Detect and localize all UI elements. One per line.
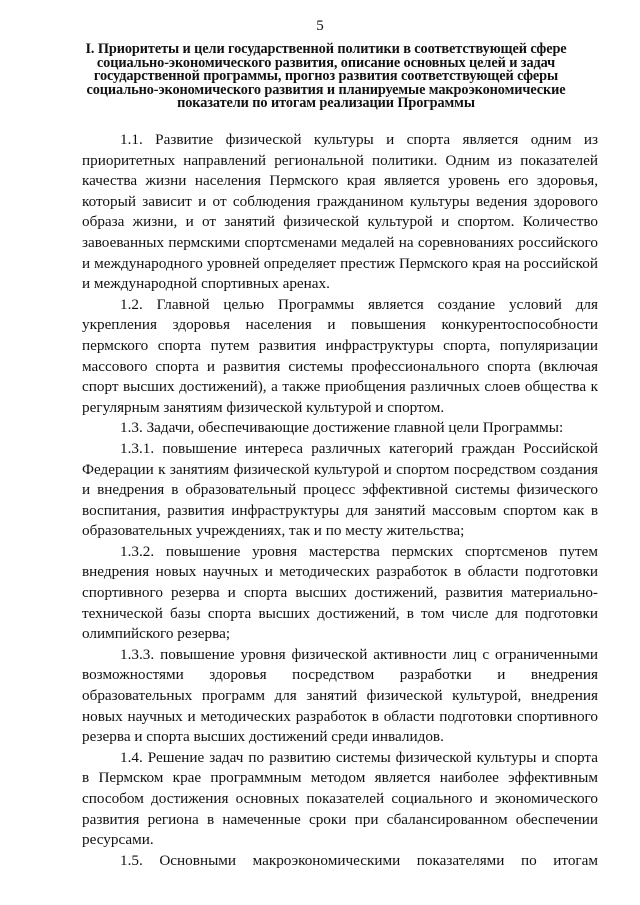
paragraph-1-5: 1.5. Основными макроэкономическими показателями по итогам	[120, 851, 598, 869]
paragraph-1-3-2: 1.3.2. повышение уровня мастерства пермских спортсменов путем внедрения новых научных и методических разработок в области подготовки спортивного резерва и спорта высших достижений, развития материально-технической базы спорта высших достижений, в том числе для подготовки олимпийского резерва;	[82, 542, 598, 643]
paragraph-1-3: 1.3. Задачи, обеспечивающие достижение главной цели Программы:	[120, 419, 564, 437]
section-heading: I. Приоритеты и цели государственной политики в соответствующей сфере социально-экономического развития, описание основных целей и задач государственной программы, прогноз развития соответствующей сферы социально-экономического развития и планируемые макроэкономические показатели по итогам реализации Программы	[85, 41, 567, 111]
document-body	[82, 130, 598, 871]
paragraph-1-3-3: 1.3.3. повышение уровня физической активности лиц с ограниченными возможностями здоровья посредством разработки и внедрения образовательных программ для занятий физической культурой, внедрения новых научных и методических разработок в области подготовки спортивного резерва и спорта высших достижений среди инвалидов.	[82, 645, 598, 746]
paragraph-1-2: 1.2. Главной целью Программы является создание условий для укрепления здоровья населения и повышения конкурентоспособности пермского спорта путем развития инфраструктуры спорта, популяризации массового спорта и развития системы профессионального спорта (включая спорт высших достижений), а также приобщения различных слоев общества к регулярным занятиям физической культурой и спортом.	[82, 295, 598, 416]
paragraph-1-4: 1.4. Решение задач по развитию системы физической культуры и спорта в Пермском крае программным методом является наиболее эффективным способом достижения основных показателей социального и экономического развития региона в намеченные сроки при сбалансированном обеспечении ресурсами.	[82, 748, 598, 849]
page-number: 5	[316, 18, 324, 34]
paragraph-1-3-1: 1.3.1. повышение интереса различных категорий граждан Российской Федерации к занятиям физической культурой и спортом посредством создания и внедрения в образовательный процесс эффективной системы физического воспитания, развития инфраструктуры для занятий массовым спортом как в образовательных учреждениях, так и по месту жительства;	[82, 439, 598, 540]
paragraph-1-1: 1.1. Развитие физической культуры и спорта является одним из приоритетных направлений региональной политики. Одним из показателей качества жизни населения Пермского края является уровень его здоровья, который зависит и от соблюдения гражданином культуры ведения здорового образа жизни, и от занятий физической культурой и спортом. Количество завоеванных пермскими спортсменами медалей на соревнованиях российского и международного уровней определяет престиж Пермского края на российской и международной спортивных аренах.	[82, 131, 598, 293]
